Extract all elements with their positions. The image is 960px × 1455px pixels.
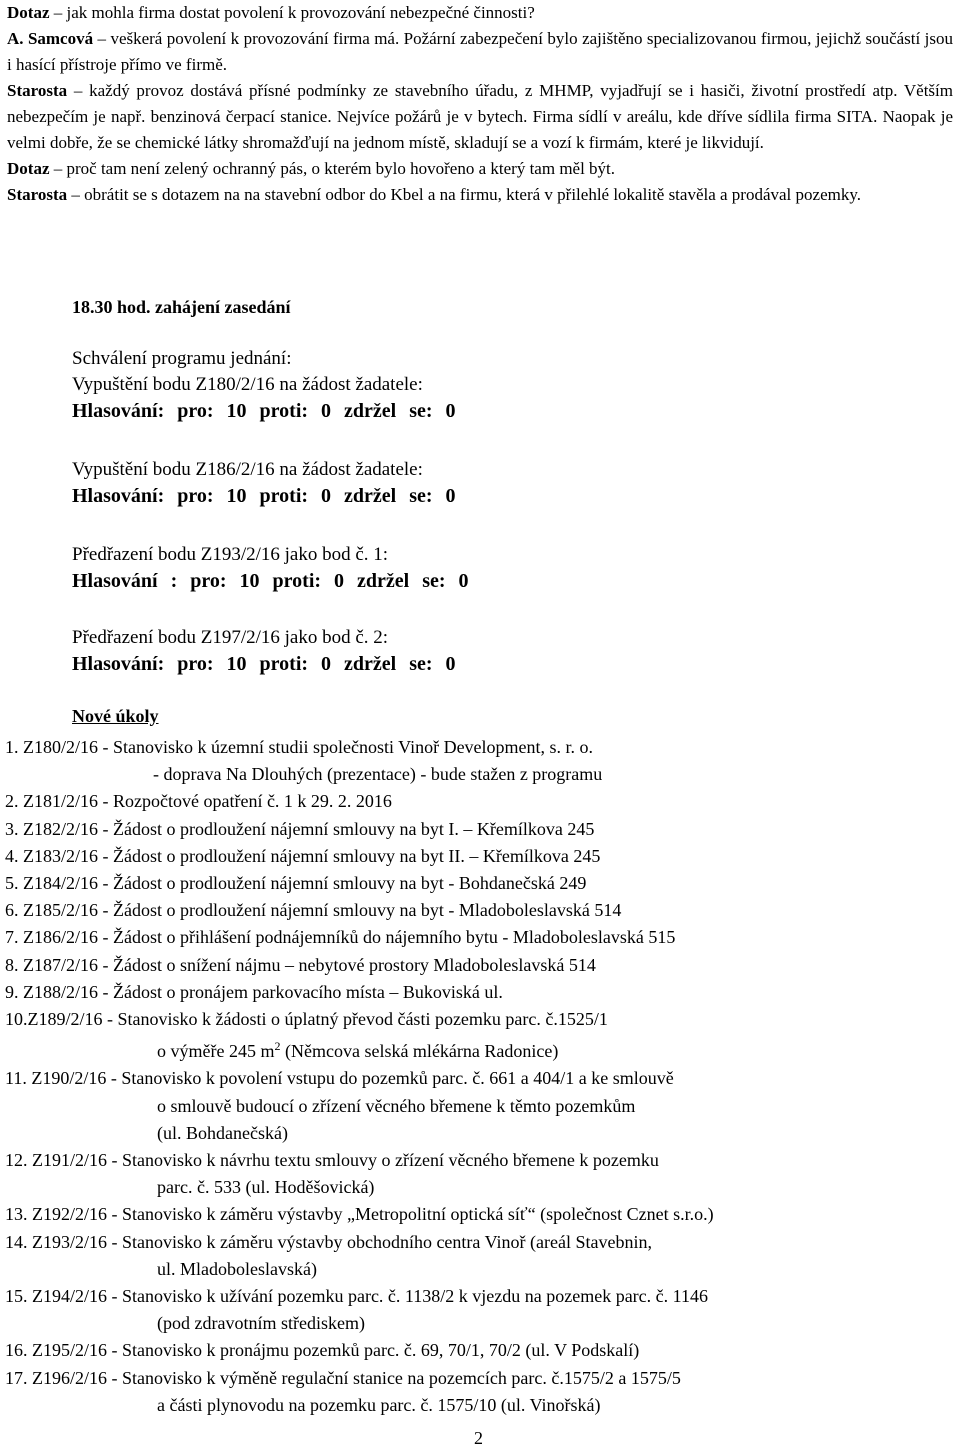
speaker: Dotaz: [7, 159, 50, 178]
task-item: [5, 843, 950, 870]
agenda-item: [72, 457, 456, 509]
task-item: [5, 1283, 950, 1337]
discussion-entry: [7, 26, 953, 78]
agenda-item: [72, 625, 456, 677]
task-item: [5, 1201, 950, 1228]
task-line: 13. Z192/2/16 - Stanovisko k záměru výstavby „Metropolitní optická síť“ (společnost Cznet s.r.o.): [5, 1204, 714, 1225]
task-item: [5, 897, 950, 924]
task-item: [5, 870, 950, 897]
vote-result: Hlasování: pro: 10 proti: 0 zdržel se: 0: [72, 485, 456, 507]
task-line: 8. Z187/2/16 - Žádost o snížení nájmu – nebytové prostory Mladoboleslavská 514: [5, 954, 596, 975]
task-line: 16. Z195/2/16 - Stanovisko k pronájmu pozemků parc. č. 69, 70/1, 70/2 (ul. V Podskalí): [5, 1340, 640, 1361]
task-continuation: o výměře 245 $m^2$ (Němcova selská mlékárna Radonice): [157, 1039, 559, 1062]
vote-result: Hlasování: pro: 10 proti: 0 zdržel se: 0: [72, 400, 456, 422]
task-item: [5, 1365, 950, 1419]
statement: – veškerá povolení k provozování firma má. Požární zabezpečení bylo zajištěno specializovanou firmou, jejichž součástí jsou i hasící přístroje přímo ve firmě.: [7, 29, 953, 74]
statement: – proč tam není zelený ochranný pás, o kterém bylo hovořeno a který tam měl být.: [53, 159, 616, 178]
speaker: Starosta: [7, 81, 68, 100]
vote-result: Hlasování: pro: 10 proti: 0 zdržel se: 0: [72, 653, 456, 675]
task-continuation: (ul. Bohdanečská): [157, 1122, 288, 1143]
session-start: 18.30 hod. zahájení zasedání: [72, 297, 291, 317]
tasks-title: Nové úkoly: [72, 706, 159, 726]
task-continuation: a části plynovodu na pozemku parc. č. 1575/10 (ul. Vinořská): [157, 1394, 601, 1415]
discussion-entry: [7, 78, 953, 156]
task-item: [5, 1229, 950, 1283]
task-item: [5, 1065, 950, 1147]
task-line: 17. Z196/2/16 - Stanovisko k výměně regulační stanice na pozemcích parc. č.1575/2 a 1575/5: [5, 1367, 681, 1388]
task-item: [5, 1337, 950, 1364]
speaker: Dotaz: [7, 3, 50, 22]
task-continuation: parc. č. 533 (ul. Hoděšovická): [157, 1177, 375, 1198]
task-line: 15. Z194/2/16 - Stanovisko k užívání pozemku parc. č. 1138/2 k vjezdu na pozemek parc. č. 1146: [5, 1286, 708, 1307]
agenda-item-label: Předřazení bodu Z197/2/16 jako bod č. 2:: [72, 627, 389, 648]
task-line: 3. Z182/2/16 - Žádost o prodloužení nájemní smlouvy na byt I. – Křemílkova 245: [5, 818, 595, 839]
task-line: 5. Z184/2/16 - Žádost o prodloužení nájemní smlouvy na byt - Bohdanečská 249: [5, 873, 587, 894]
task-line: 14. Z193/2/16 - Stanovisko k záměru výstavby obchodního centra Vinoř (areál Stavebnin,: [5, 1231, 652, 1252]
discussion-entry: [7, 156, 953, 182]
task-item: [5, 1147, 950, 1201]
agenda-item: [72, 542, 469, 594]
task-item: [5, 816, 950, 843]
agenda: [72, 346, 456, 424]
task-item: [5, 952, 950, 979]
task-item: [5, 979, 950, 1006]
task-line: 2. Z181/2/16 - Rozpočtové opatření č. 1 k 29. 2. 2016: [5, 791, 392, 812]
task-continuation: (pod zdravotním střediskem): [157, 1313, 365, 1334]
task-line: 10.Z189/2/16 - Stanovisko k žádosti o úplatný převod části pozemku parc. č.1525/1: [5, 1009, 608, 1030]
task-continuation: ul. Mladoboleslavská): [157, 1258, 317, 1279]
discussion-entry: [7, 182, 953, 208]
agenda-heading: Schválení programu jednání:: [72, 348, 292, 369]
agenda-item-label: Předřazení bodu Z193/2/16 jako bod č. 1:: [72, 544, 389, 565]
agenda-item-label: Vypuštění bodu Z186/2/16 na žádost žadatele:: [72, 459, 423, 480]
task-item: [5, 1006, 950, 1065]
task-list: [5, 734, 950, 1419]
task-line: 11. Z190/2/16 - Stanovisko k povolení vstupu do pozemků parc. č. 661 a 404/1 a ke smlouvě: [5, 1068, 674, 1089]
statement: – každý provoz dostává přísné podmínky ze stavebního úřadu, z MHMP, vyjadřují se i hasiči, životní prostředí atp. Větším nebezpečím je např. benzinová čerpací stanice. Nejvíce požárů je v bytech. Firma sídlí v areálu, kde dříve sídlila firma SITA. Naopak je velmi dobře, že se chemické látky shromažďují na jednom místě, skladují se a vozí k firmám, které je likvidují.: [7, 81, 953, 152]
task-line: 4. Z183/2/16 - Žádost o prodloužení nájemní smlouvy na byt II. – Křemílkova 245: [5, 845, 601, 866]
task-line: 7. Z186/2/16 - Žádost o přihlášení podnájemníků do nájemního bytu - Mladoboleslavská 515: [5, 927, 676, 948]
task-continuation: o smlouvě budoucí o zřízení věcného břemene k těmto pozemkům: [157, 1095, 636, 1116]
task-line: 6. Z185/2/16 - Žádost o prodloužení nájemní smlouvy na byt - Mladoboleslavská 514: [5, 900, 622, 921]
task-item: [5, 924, 950, 951]
agenda-item-label: Vypuštění bodu Z180/2/16 na žádost žadatele:: [72, 374, 423, 395]
task-continuation: - doprava Na Dlouhých (prezentace) - bude stažen z programu: [153, 764, 603, 785]
discussion-entry: [7, 0, 953, 26]
statement: – obrátit se s dotazem na na stavební odbor do Kbel a na firmu, která v přilehlé lokalitě stavěla a prodával pozemky.: [71, 185, 861, 204]
speaker: Starosta: [7, 185, 68, 204]
task-item: [5, 788, 950, 815]
task-line: 9. Z188/2/16 - Žádost o pronájem parkovacího místa – Bukoviská ul.: [5, 981, 503, 1002]
speaker: A. Samcová: [7, 29, 94, 48]
task-item: [5, 734, 950, 788]
task-line: 1. Z180/2/16 - Stanovisko k územní studii společnosti Vinoř Development, s. r. o.: [5, 737, 594, 757]
vote-result: Hlasování : pro: 10 proti: 0 zdržel se: 0: [72, 570, 469, 592]
page-number: 2: [474, 1428, 483, 1448]
discussion: [7, 0, 953, 208]
statement: – jak mohla firma dostat povolení k provozování nebezpečné činnosti?: [53, 3, 535, 22]
task-line: 12. Z191/2/16 - Stanovisko k návrhu textu smlouvy o zřízení věcného břemene k pozemku: [5, 1150, 659, 1171]
